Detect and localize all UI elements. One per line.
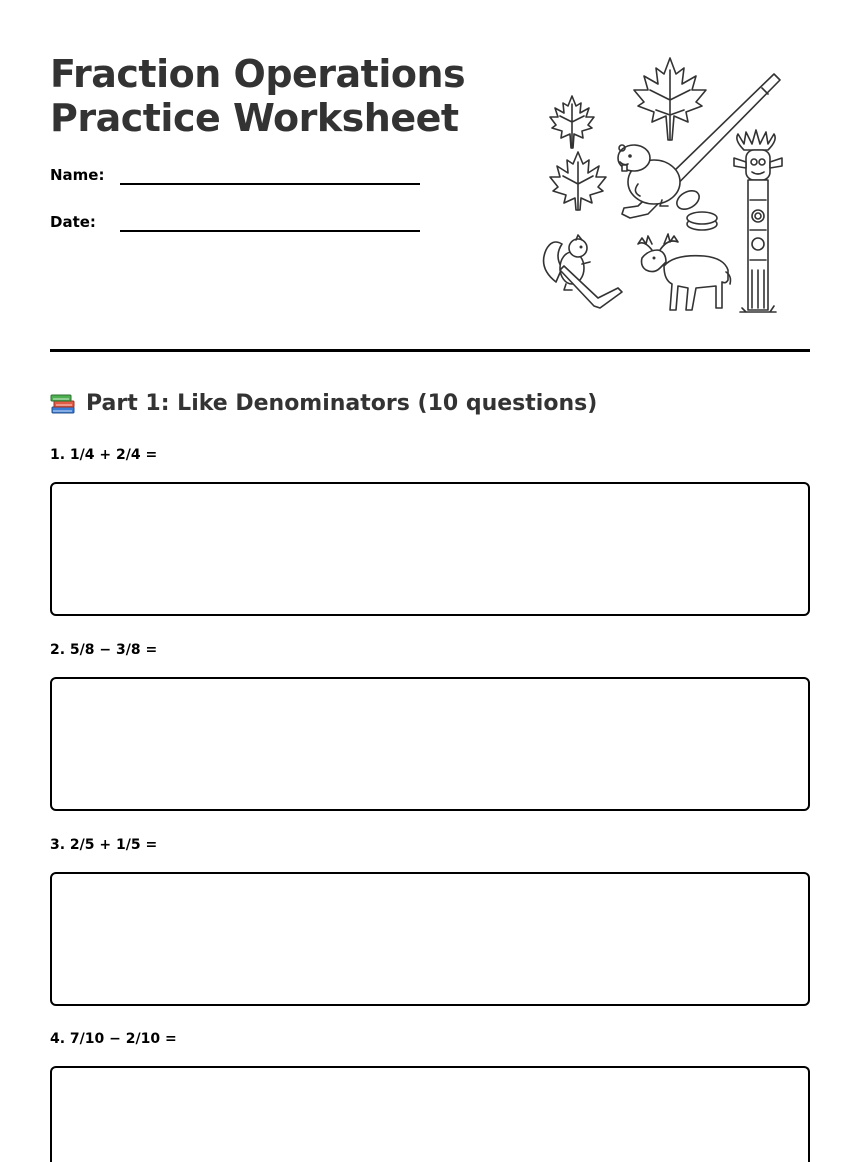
- squirrel-icon: [544, 235, 590, 290]
- part1-heading-text: Part 1: Like Denominators (10 questions): [86, 391, 598, 416]
- header-divider: [50, 349, 810, 352]
- maple-leaf-icon: [550, 96, 594, 148]
- question-3: [50, 836, 810, 854]
- question-1: [50, 446, 810, 464]
- books-icon: [50, 392, 76, 416]
- answer-box[interactable]: [50, 677, 810, 811]
- maple-leaf-icon: [550, 152, 606, 210]
- totem-pole-icon: [734, 130, 782, 312]
- question-label: 2. 5/8 − 3/8 =: [50, 642, 158, 658]
- title-line-1: Fraction Operations: [50, 52, 466, 96]
- moose-icon: [638, 234, 731, 310]
- answer-box[interactable]: [50, 872, 810, 1006]
- date-field[interactable]: [50, 213, 420, 239]
- name-field[interactable]: [50, 166, 420, 192]
- question-label: 4. 7/10 − 2/10 =: [50, 1031, 177, 1047]
- title-line-2: Practice Worksheet: [50, 96, 459, 140]
- hockey-puck-icon: [687, 212, 717, 230]
- canada-illustration: [538, 52, 810, 317]
- worksheet-title: [50, 52, 490, 140]
- question-2: [50, 641, 810, 659]
- hockey-stick-icon: [560, 266, 622, 308]
- maple-leaf-icon: [634, 58, 706, 140]
- date-line[interactable]: [120, 230, 420, 232]
- name-label: Name:: [50, 166, 105, 184]
- answer-box[interactable]: [50, 1066, 810, 1162]
- question-label: 1. 1/4 + 2/4 =: [50, 447, 158, 463]
- question-label: 3. 2/5 + 1/5 =: [50, 837, 158, 853]
- name-line[interactable]: [120, 183, 420, 185]
- answer-box[interactable]: [50, 482, 810, 616]
- date-label: Date:: [50, 213, 96, 231]
- part1-heading: [50, 388, 597, 420]
- question-4: [50, 1030, 810, 1048]
